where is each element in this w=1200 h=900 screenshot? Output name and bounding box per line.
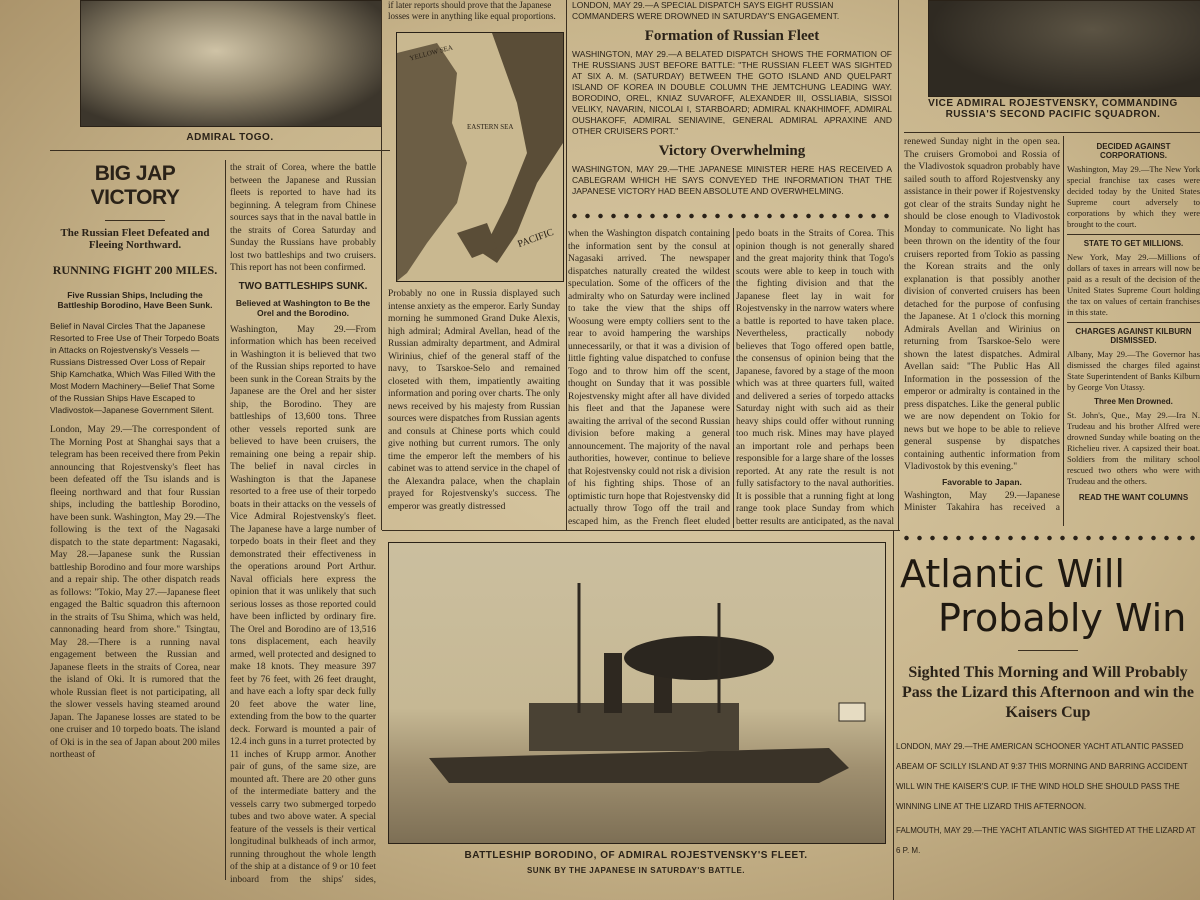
deck-running-fight: RUNNING FIGHT 200 MILES.	[52, 263, 218, 277]
battleship-graphic	[389, 543, 885, 843]
battleship-borodino-photo	[388, 542, 886, 844]
atlantic-text-1: LONDON, MAY 29.—THE AMERICAN SCHOONER YACHT ATLANTIC PASSED ABEAM OF SCILLY ISLAND AT 9:37 THIS MORNING AND BARRING ACCIDENT WILL WIN THE KAISER'S CUP. IF THE WIND HOLD SHE SHOULD PASS THE WINNING LINE AT THE LIZARD THIS AFTERNOON.	[896, 742, 1188, 811]
subhead-two-battleships-sunk: TWO BATTLESHIPS SUNK.	[238, 280, 368, 292]
drowned-dispatch: LONDON, MAY 29.—A SPECIAL DISPATCH SAYS EIGHT RUSSIAN COMMANDERS WERE DROWNED IN SATURDAY'S ENGAGEMENT.	[572, 0, 840, 21]
millions-text: New York, May 29.—Millions of dollars of taxes in arrears will now be paid as a result of the decision of the United States Supreme Court holding the tax on values of certain franchises in this state.	[1067, 252, 1200, 317]
togo-caption: ADMIRAL TOGO.	[186, 132, 274, 143]
atlantic-text-2: FALMOUTH, MAY 29.—THE YACHT ATLANTIC WAS SIGHTED AT THE LIZARD AT 6 P. M.	[896, 826, 1196, 855]
column-5	[736, 228, 894, 528]
admiral-togo-photo	[80, 0, 382, 127]
column-2-text: Washington, May 29.—From information which has been received in Washington it is believed that two of the Russian ships reported to have been sunk in the Corean Straits by the Japanese are the Orel and her sister ship, the Borodino. They are battleships of 13,600 tons. Three other vessels reported sunk are believed to have been cruisers, the remaining one being a repair ship. The belief in naval circles in Washington is that the Japanese resorted to a free use of their torpedo boats in their attacks on the vessels of Vice Admiral Rojestvensky's fleet. The Japanese have a large number of torpedo boats in their fleet and they demonstrated their effectiveness in the operations around Port Arthur. Naval officials here express the opinion that it was unlikely that such serious losses as those reported could have been inflicted by ordinary fire. The Orel and Borodino are of 13,516 tons displacement, each heavily armed, well protected and designed to make 18 knots. They measure 397 feet by 76 feet, with 26 feet draught, and have each a lofty spar deck fully 20 feet above the water line, extending from the bow to the quarter deck. Forward is mounted a pair of 12.4 inch guns in a turret protected by 11 inches of Krupp armor. Another pair of guns, of the same size, are mounted aft. There are 20 other guns of the intermediate battery and the vessels carry two submerged torpedo tubes and two above water. A special feature of the vessels is their vertical longitudinal bulkheads of inch armor, running throughout the whole length of the ship at a distance of 9 or 10 feet inboard from the ships' sides,	[230, 324, 376, 885]
column-6-text: renewed Sunday night in the open sea. The cruisers Gromoboi and Rossia of the Vladivostok squadron probably have sailed south to afford Rojestvensky any assistance in their power if Rojestvensky got clear of the straits Sunday night he should be close enough to Vladivostok Monday to communicate. No light has been thrown on the identity of the four cruisers reported from Tokio as passing the Korean straits and the only explanation is that possibly another division of converted cruisers has been detached for the purpose of confusing the Japanese. At 1 o'clock this morning Admirals Avellan and Wirinius on returning from Tsarskoe-Selo were shown the latest dispatches. Admiral Avellan said: "The Public Has All Information in the possession of the emperor or admiralty is contained in the press dispatches. Like the general public we are now dependent on Tokio for news but we hope to be able to relieve general suspense by dispatches containing authentic information from Vladivostok by this evening."	[904, 137, 1060, 472]
ship-smoke	[624, 636, 774, 680]
deck-five-ships-sunk: Five Russian Ships, Including the Battleship Borodino, Have Been Sunk.	[57, 290, 213, 310]
borodino-caption: BATTLESHIP BORODINO, OF ADMIRAL ROJESTVENSKY'S FLEET.	[464, 850, 808, 861]
subhead-favorable-to-japan: Favorable to Japan.	[942, 476, 1022, 487]
victory-text: WASHINGTON, MAY 29.—THE JAPANESE MINISTER HERE HAS RECEIVED A CABLEGRAM WHICH HE SAYS CONVEYED THE INFORMATION THAT THE JAPANESE VICTORY HAD BEEN ABSOLUTE AND OVERWHELMING.	[572, 164, 892, 196]
map-label-pacific: PACIFIC	[516, 226, 556, 251]
drowned-text: St. John's, Que., May 29.—Ira N. Trudeau and his brother Alfred were drowned Sunday while boating on the Richelieu river. A capsized their boat. Soldiers from the military school rescued two others who were with Trudeau and the others.	[1067, 410, 1200, 486]
map-of-sea-of-japan	[396, 32, 564, 282]
formation-text: WASHINGTON, MAY 29.—A BELATED DISPATCH SHOWS THE FORMATION OF THE RUSSIANS JUST BEFORE BATTLE: "THE RUSSIAN FLEET WAS SIGHTED AT SIX A. M. (SATURDAY) BETWEEN THE GOTO ISLAND AND QUELPART ISLAND OF KOREA IN DOUBLE COLUMN THE JEMTCHUNG LEADING WAY. BORODINO, OREL, KNIAZ SUVAROFF, ALEXANDER III, OSSLIABIA, SISSOI VELIKY, NAVARIN, NICOLAI I, STARBOARD; ADMIRAL KNAKHIMOFF, ADMIRAL OUSHAKOFF, ADMIRAL SENIAVINE, GENERAL ADMIRAL APRAXINE AND OTHER CRUISERS PORT."	[572, 49, 892, 136]
deck-russian-fleet-defeated: The Russian Fleet Defeated and Fleeing Northward.	[60, 227, 210, 251]
atlantic-headline-line-1: Atlantic Will	[900, 552, 1125, 596]
decided-text: Washington, May 29.—The New York special franchise tax cases were decided today by the United States Supreme court adversely to corporations by which they were brought to the court.	[1067, 164, 1200, 229]
deck-belief-naval-circles: Belief in Naval Circles That the Japanese Resorted to Free Use of Their Torpedo Boats in Attacks on Rojestvensky's Vessels — Russians Distressed Over Loss of Repair Ship Kamchatka, Which Was Filled With the Most Modern Machinery—Belief That Some of the Russian Ships Have Escaped to Vladivostok—Japanese Government Silent.	[50, 321, 220, 415]
column-5-text: pedo boats in the Straits of Corea. This opinion though is not generally shared and the great majority think that Togo's scouts were able to keep in touch with the fighting division and that the Japanese fleet lay in wait for Rojestvensky in the narrow waters where a battle is reported to have taken place. Nevertheless, practically nobody believes that Togo offered open battle, the consensus of opinion being that the Japanese, favored by a stage of the moon which was at three quarters full, waited and delivered a series of torpedo attacks Saturday night with such aid as their heavy ships could offer without running too much risk. Mines may have played an important role and perhaps been responsible for a large share of the losses reported. At any rate the result is not fully satisfactory to the naval authorities. It is possible that a running fight at long range took place Sunday from which better results are anticipated, as the naval	[736, 229, 894, 527]
column-2	[230, 162, 376, 887]
atlantic-headline-line-2: Probably Win	[938, 596, 1187, 640]
headline-decided-against: DECIDED AGAINST CORPORATIONS.	[1096, 142, 1171, 160]
ship-funnel-1	[604, 653, 622, 713]
ship-hull	[429, 748, 849, 783]
dotted-rule	[568, 213, 894, 219]
map-label-eastern-sea: EASTERN SEA	[467, 123, 514, 131]
headline-big-jap-victory: BIG JAP VICTORY	[90, 162, 180, 209]
ship-superstructure	[529, 703, 739, 751]
column-1	[50, 160, 220, 890]
column-3-text: Probably no one in Russia displayed such intense anxiety as the emperor. Early Sunday morning he summoned Grand Duke Alexis, high admiral; Admiral Avellan, head of the Russian admiralty department, and Admiral Wirinius, chief of the general staff of the navy, to Tsarskoe-Selo and remained closeted with them, impatiently awaiting information and poring over charts. The only news received by his majesty from Russian sources were dispatches from Russian agents and consuls at Chinese ports which could give nothing but current rumors. The only time the emperor left the members of his cabinet was to attend service in the chapel of the Alexandra palace, when the chaplain prayed for Rojestvensky's success. The emperor was greatly distressed	[388, 289, 560, 512]
want-columns-footer: READ THE WANT COLUMNS	[1078, 493, 1189, 502]
admiral-rojestvensky-photo	[928, 0, 1200, 97]
column-3-top-text: if later reports should prove that the Japanese losses were in anything like equal proportions.	[388, 0, 556, 21]
subdeck-orel-borodino: Believed at Washington to Be the Orel and the Borodino.	[235, 297, 371, 318]
map-land-west	[397, 43, 467, 281]
column-1-text: London, May 29.—The correspondent of The Morning Post at Shanghai says that a telegram has been received there from Pekin announcing that Rojestvensky's fleet has been defeated off the Tsu islands and is fleeing northward and that four Russian ships, including the battleship Borodino, have been sunk. Washington, May 29.—The following is the text of the Nagasaki dispatch to the state department: Nagasaki, May 28.—Japanese sunk the Russian battleship Borodino and four more warships and a repair ship. The other dispatch reads as follows: "Tokio, May 27.—Japanese fleet engaged the Baltic squadron this afternoon in the straits of Tsu Shima, which was held, cannonading heard from shore." Tsingtau, May 28.—There is a running naval engagement between the Russian and Japanese fleets in the straits of Corea, near the island of Oki. It is rumored that the whole Russian fleet is not participating, all the slower vessels having steamed around Japan. The Japanese losses are stated to be one cruiser and 10 torpedo boats. The island of Oki is in the sea of Japan about 200 miles northeast of	[50, 425, 220, 760]
column-6	[904, 136, 1060, 516]
column-7	[1067, 142, 1200, 527]
column-4-dispatches	[572, 0, 892, 228]
column-4-text: when the Washington dispatch containing the information sent by the consul at Nagasaki arrived. The newspaper dispatches naturally created the wildest speculation. Some of the officers of the admiralty who on Saturday were inclined to take the view that the ships off Woosung were empty colliers sent to the rear to avoid hampering the warships unnecessarily, or that it was a division of little fighting value dispatched to confuse Togo and to throw him off the scent, thought on Sunday that it was possible Rojestvensky might after all have divided his fleet and that the Japanese were awaiting the arrival of the second Russian division before making a general announcement. The majority of the naval authorities, however, continue to believe that Rojestvensky could not risk a division of his fighting ships. Those of an optimistic turn hope that Rojestvensky did actually throw Togo off the trail and escaped him, as the French fleet eluded	[568, 229, 730, 527]
column-6-text-2: Washington, May 29.—Japanese Minister Takahira has received a	[904, 490, 1060, 513]
headline-formation-of-russian-fleet: Formation of Russian Fleet	[644, 28, 820, 44]
map-label-yellow-sea: YELLOW SEA	[408, 43, 454, 63]
dotted-rule-atlantic	[900, 535, 1200, 541]
column-4	[568, 228, 730, 528]
atlantic-subhead: Sighted This Morning and Will Probably Pass the Lizard this Afternoon and win the Kaisers Cup	[901, 664, 1195, 721]
column-3	[388, 288, 560, 528]
kilburn-text: Albany, May 29.—The Governor has dismissed the charges filed against State Superintendent of Banks Kilburn by George Von Utassy.	[1067, 349, 1200, 392]
ship-flag	[839, 703, 865, 721]
atlantic-story	[896, 552, 1200, 900]
rojestvensky-caption: VICE ADMIRAL ROJESTVENSKY, COMMANDING RUSSIA'S SECOND PACIFIC SQUADRON.	[928, 98, 1178, 120]
borodino-subcaption: SUNK BY THE JAPANESE IN SATURDAY'S BATTLE.	[526, 866, 746, 875]
headline-kilburn: CHARGES AGAINST KILBURN DISMISSED.	[1075, 327, 1192, 345]
map-graphic	[397, 33, 563, 281]
headline-three-men-drowned: Three Men Drowned.	[1094, 397, 1173, 406]
headline-victory-overwhelming: Victory Overwhelming	[658, 143, 806, 159]
headline-state-millions: STATE TO GET MILLIONS.	[1083, 239, 1184, 248]
column-2-top-text: the strait of Corea, where the battle between the Japanese and Russian fleets is reported to have had its beginning. A telegram from Chinese sources says that in the naval battle in the straits of Corea Saturday and Sunday the Russians have probably lost two battleships and two cruisers. This report has not been confirmed.	[230, 163, 376, 273]
